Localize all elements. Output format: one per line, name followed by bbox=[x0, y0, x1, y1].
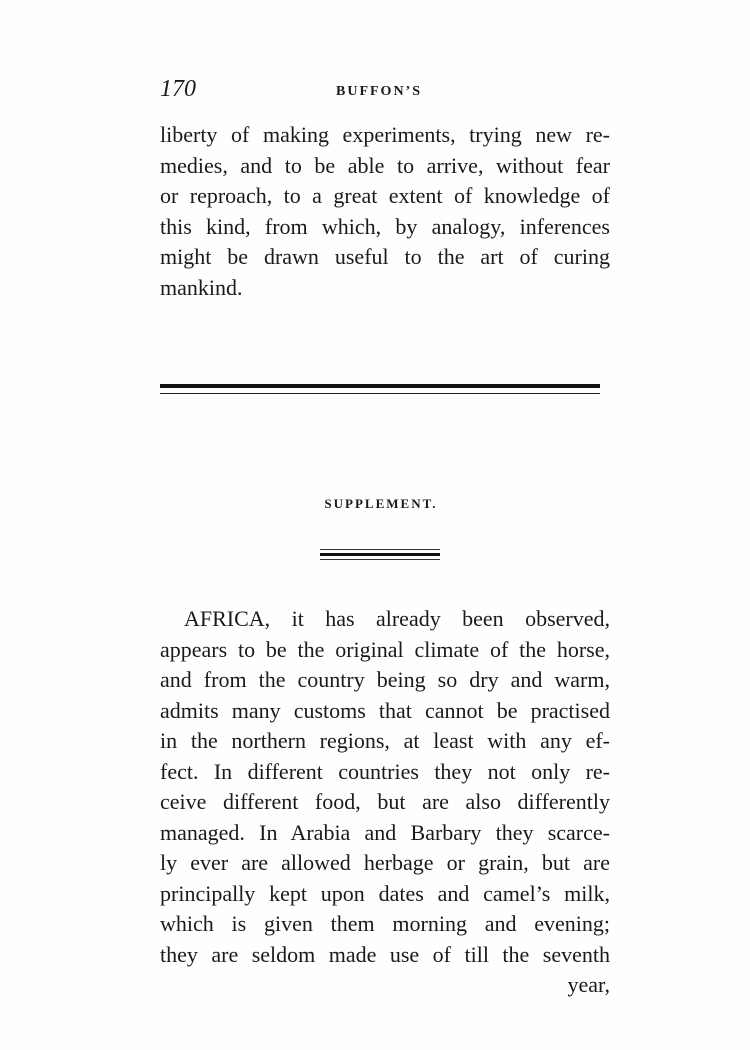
text-line: appears to be the original climate of the horse, bbox=[160, 636, 610, 662]
ornamental-rule-middle bbox=[320, 553, 440, 556]
text-line: or reproach, to a great extent of knowledge of bbox=[160, 183, 610, 208]
section-divider-thin bbox=[160, 393, 600, 394]
section-divider-thick bbox=[160, 384, 600, 388]
ornamental-rule-top bbox=[320, 549, 440, 550]
text-line: AFRICA, it has already been observed, bbox=[184, 606, 610, 631]
text-line: ly ever are allowed herbage or grain, but are bbox=[160, 850, 610, 875]
catchword: year, bbox=[567, 972, 610, 997]
text-line: managed. In Arabia and Barbary they scarce- bbox=[160, 819, 610, 845]
running-head: BUFFON’S bbox=[336, 84, 422, 99]
text-line: liberty of making experiments, trying new re- bbox=[160, 122, 610, 147]
text-line: and from the country being so dry and warm, bbox=[160, 667, 610, 692]
text-line: medies, and to be able to arrive, without fear bbox=[160, 152, 610, 178]
text-line: in the northern regions, at least with any ef- bbox=[160, 728, 610, 753]
section-title: SUPPLEMENT. bbox=[324, 496, 438, 511]
text-line: which is given them morning and evening; bbox=[160, 911, 610, 936]
text-line: this kind, from which, by analogy, inferences bbox=[160, 213, 610, 239]
text-line: mankind. bbox=[160, 274, 243, 300]
text-line: fect. In different countries they not only re- bbox=[160, 758, 610, 784]
text-line: they are seldom made use of till the seventh bbox=[160, 941, 610, 967]
page-number: 170 bbox=[160, 76, 196, 102]
text-line: principally kept upon dates and camel’s milk, bbox=[160, 880, 610, 906]
top-paragraph bbox=[160, 120, 610, 303]
main-paragraph bbox=[160, 604, 610, 1001]
text-line: ceive different food, but are also differently bbox=[160, 789, 610, 814]
ornamental-rule-bottom bbox=[320, 559, 440, 560]
text-line: admits many customs that cannot be practised bbox=[160, 697, 610, 723]
text-line: might be drawn useful to the art of curing bbox=[160, 244, 610, 269]
